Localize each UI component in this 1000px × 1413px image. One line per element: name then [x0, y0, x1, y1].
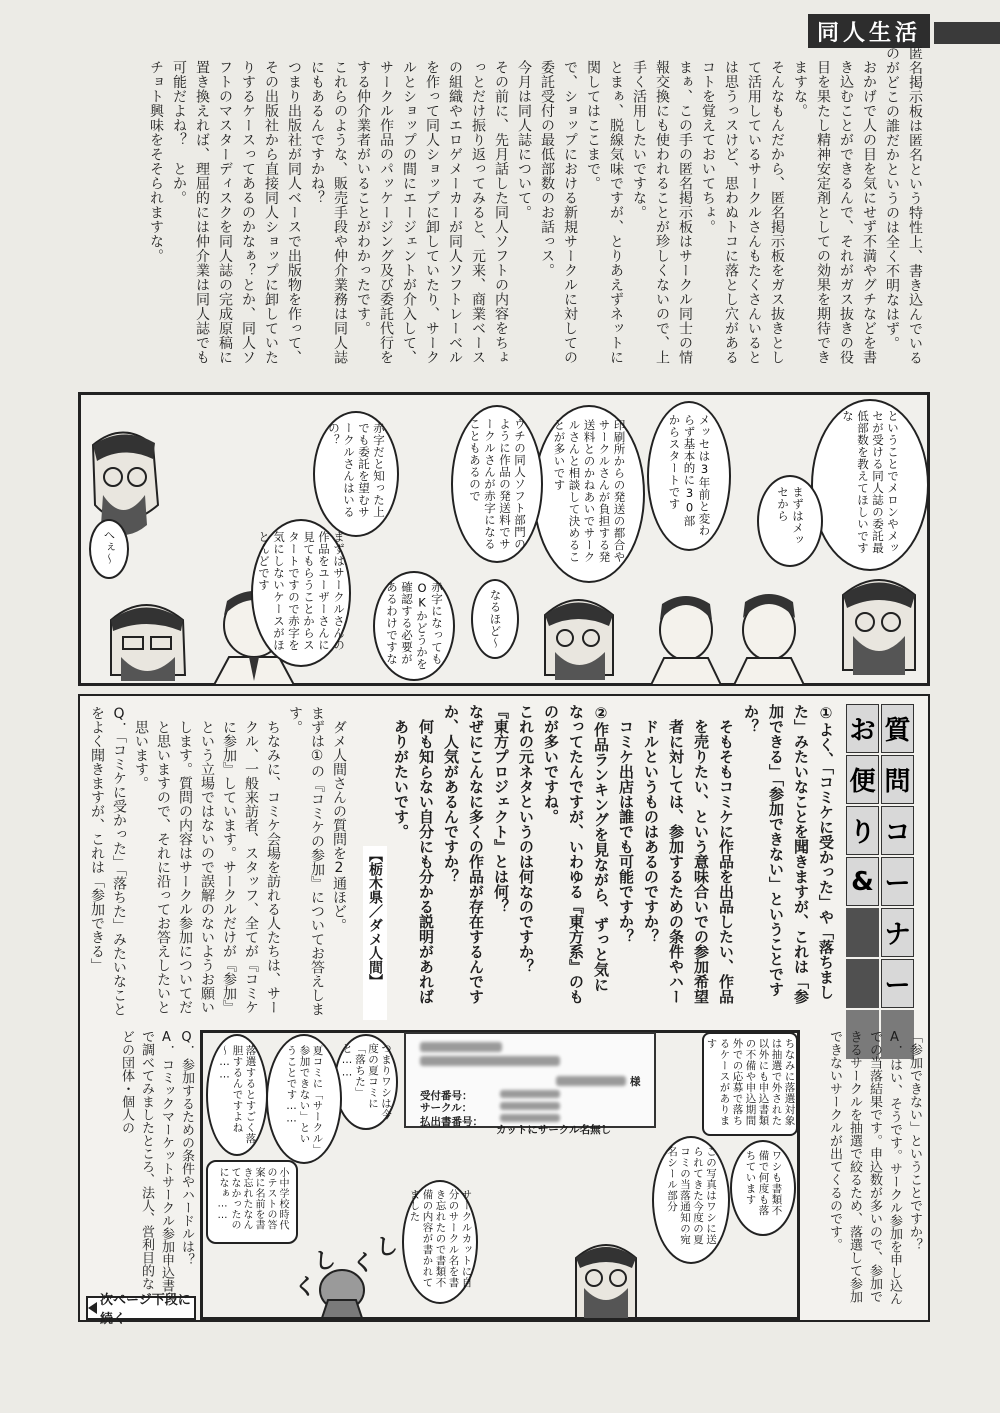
speech-bubble: 落選するとすごく落胆するんですよね～……	[206, 1034, 268, 1156]
speech-bubble: 夏コミに「サークル」参加できない」ということです……	[266, 1034, 342, 1164]
title-char: ー	[881, 959, 914, 1008]
character-glasses-bearded	[566, 1236, 646, 1318]
article-paragraph: つまり出版社が同人ベースで出版物を作って、その出版社から直接同人ショップに卸していたりするケースってあるのかなぁ？とか、同人ソフトのマスターディスクを同人誌の完成原稿に置き換えれば、理屈的には仲介業は同人誌でも可能だよね？ とか。	[171, 60, 302, 365]
speech-bubble: ちなみに落選対象は抽選で外された以外にも申込書類の不備や申込期間外での応募で落ちるケースがあります	[702, 1032, 798, 1136]
header-bar	[934, 22, 1000, 44]
answer-text-continued: Q．参加するための条件やハードルは？ A．コミックマーケットサークル参加申込書で調べてみましたところ、法人、営利目的などの団体・個人の	[119, 1030, 194, 1292]
article-paragraph: おかげで人の目を気にせず不満やグチなどを書き込むことができるんで、それがガス抜きの役目を果たし精神安定剤としての効果を期待できますな。	[792, 60, 877, 365]
speech-bubble: まずはサークルさんの作品をユーザーさんに見てもらうことからスタートですので赤字を気にしないケースがほとんどです	[251, 519, 351, 667]
section-tab: 同人生活	[808, 14, 930, 48]
title-filler	[846, 908, 879, 957]
article-paragraph: とまぁ、脱線気味ですが、とりあえずネットに関してはここまで。	[585, 60, 624, 365]
sound-effect: し	[376, 1235, 399, 1260]
reader-question: ①よく、「コミケに受かった」や「落ちました」みたいなことを聞きますが、これは「参加できる」「参加できない」ということですか？ そもそもコミケに作品を出品したい、作品を売りたい、という意味合いでの参加希望者に対しては、参加するための条件やハードルというものはあるのですか？ コミケ出店は誰でも可能ですか？ ②作品ランキングを見ながら、ずっと気になってたんですが、いわゆる『東方系』のものが多いですね。 これの元ネタというのは何なのですか？ 『東方プロジェクト』とは何？ なぜにこんなに多くの作品が存在するんですか、人気があるんですか？ 何も知らない自分にも分かる説明があればありがたいです。	[392, 704, 835, 1004]
notification-card-photo	[404, 1032, 656, 1136]
character-suit	[646, 590, 726, 685]
title-char: お	[846, 704, 879, 753]
next-page-indicator	[86, 1293, 196, 1327]
title-char: 便	[846, 755, 879, 804]
title-char: ー	[881, 857, 914, 906]
title-char: コ	[881, 806, 914, 855]
article-paragraph: その前に、先月話した同人ソフトの内容をちょっとだけ振り返ってみると、元来、商業ベースの組織やエロゲメーカーが同人ソフトレーベルを作って同人ショップに卸していたり、サークルとショップの間にエージェントが介入して、サークル作品のパッケージング及び委託代行をする仲介業者がいることがわかったです。	[355, 60, 509, 365]
speech-bubble: なるほど～	[471, 579, 519, 659]
title-filler	[846, 959, 879, 1008]
character-glasses-bearded	[831, 570, 927, 685]
article-paragraph: 匿名掲示板は匿名という特性上、書き込んでいるのがどこの誰だかというのは全く不明なはず。	[884, 46, 923, 365]
speech-bubble: ウチの同人ソフト部門のように作品の発送料でサークルさんが赤字になることもあるので	[451, 405, 543, 563]
title-char: &	[846, 857, 879, 906]
next-page-label: 次ページ下段に続く	[100, 1293, 191, 1327]
answer-text: ダメ人間さんの質問を2通ほど。 まずは①の『コミケの参加』についてお答えします。 ちなみに、コミケ会場を訪れる人たちは、サークル、一般来訪者、スタッフ、全てが『コミケに参加』しています。サークルだけが『参加』という立場ではないので誤解のないようお願いします。質問の内容はサークル参加についてだと思いますので、それに沿ってお答えしたいと思います。 Q．「コミケに受かった」「落ちた」みたいなことをよく聞きますが、これは「参加できる」	[89, 706, 347, 1016]
title-char: 質	[881, 704, 914, 753]
speech-bubble: ということでメロンやメッセが受ける同人誌の委託最低部数を教えてほしいですな	[811, 399, 929, 571]
character-glasses-bearded	[533, 590, 625, 685]
speech-bubble: 赤字だと知った上でも委託を望むサークルさんはいるの？	[313, 411, 399, 537]
article-body	[80, 46, 926, 376]
title-char: ナ	[881, 908, 914, 957]
card-line: 受付番号：	[420, 1090, 473, 1102]
speech-bubble: この写真はワシに送られてきた今度の夏コミの当落通知の宛名シール部分	[652, 1136, 730, 1264]
sound-effect: し	[314, 1249, 337, 1274]
question-signature: 【栃木県／ダメ人間】	[363, 846, 387, 1020]
speech-bubble: 赤字になってもOKかどうかを確認する必要があるわけですな	[373, 571, 455, 681]
card-line: サークル：	[420, 1102, 473, 1114]
article-paragraph: チョト興味をそそられますな。	[148, 60, 164, 263]
speech-bubble: ワシも書類不備で何度も落ちています	[730, 1140, 796, 1236]
article-paragraph: そんなもんだから、匿名掲示板をガス抜きとして活用しているサークルさんもたくさんいるとは思うっスけど、思わぬトコに落とし穴があるコトを覚えておいてちょ。	[700, 60, 785, 365]
character-suit	[729, 590, 809, 685]
speech-bubble: サークルカットに自分のサークル名を書き忘れたので書類不備の内容が書かれてました	[402, 1180, 478, 1304]
article-paragraph: で、ショップにおける新規サークルに対しての委託受付の最低部数のお話っス。	[539, 60, 578, 365]
article-paragraph: まぁ、この手の匿名掲示板はサークル同士の情報交換にも使われることが珍しくないので、上手く活用したいですな。	[631, 60, 693, 365]
speech-bubble: まずはメッセから	[757, 475, 823, 567]
card-suffix: 様	[630, 1076, 641, 1088]
speech-bubble: 小中学校時代のテストの答案に名前を書き忘れたなんてなかったのになぁ……	[206, 1160, 298, 1244]
article-paragraph: これらのような、販売手段や仲介業務は同人誌にもあるんですかね？	[309, 60, 348, 365]
letters-title	[846, 704, 916, 1010]
speech-bubble: メッセは3年前と変わらず基本的に30部からスタートです	[647, 401, 731, 551]
speech-bubble: つまりワシは今度の夏コミに「落ちた」と……	[334, 1034, 398, 1130]
character-glasses-bearded	[101, 595, 196, 687]
title-char: り	[846, 806, 879, 855]
card-line: カットにサークル名無し	[496, 1124, 612, 1136]
title-char: 問	[881, 755, 914, 804]
speech-bubble: へぇ～	[89, 519, 129, 579]
sound-effect: く	[294, 1275, 317, 1300]
arrow-left-icon	[88, 1302, 97, 1314]
article-paragraph: 今月は同人誌について。	[516, 60, 532, 220]
card-line: 払出書番号：	[420, 1116, 483, 1128]
speech-bubble: 印刷所からの発送の都合やサークルさんが負担する発送料とのかねあいでサークルさんと相談して決めることが多いです	[533, 405, 645, 583]
answer-text-continued: 「参加できない」ということですか？ A．はい、そうです。サークル参加を申し込んでの当落結果です。申込数が多いので、参加できるサークルを抽選で絞るため、落選して参加できないサークルが出てくるのです。	[827, 1030, 922, 1305]
comic-panel	[78, 392, 930, 686]
sound-effect: く	[352, 1251, 375, 1276]
